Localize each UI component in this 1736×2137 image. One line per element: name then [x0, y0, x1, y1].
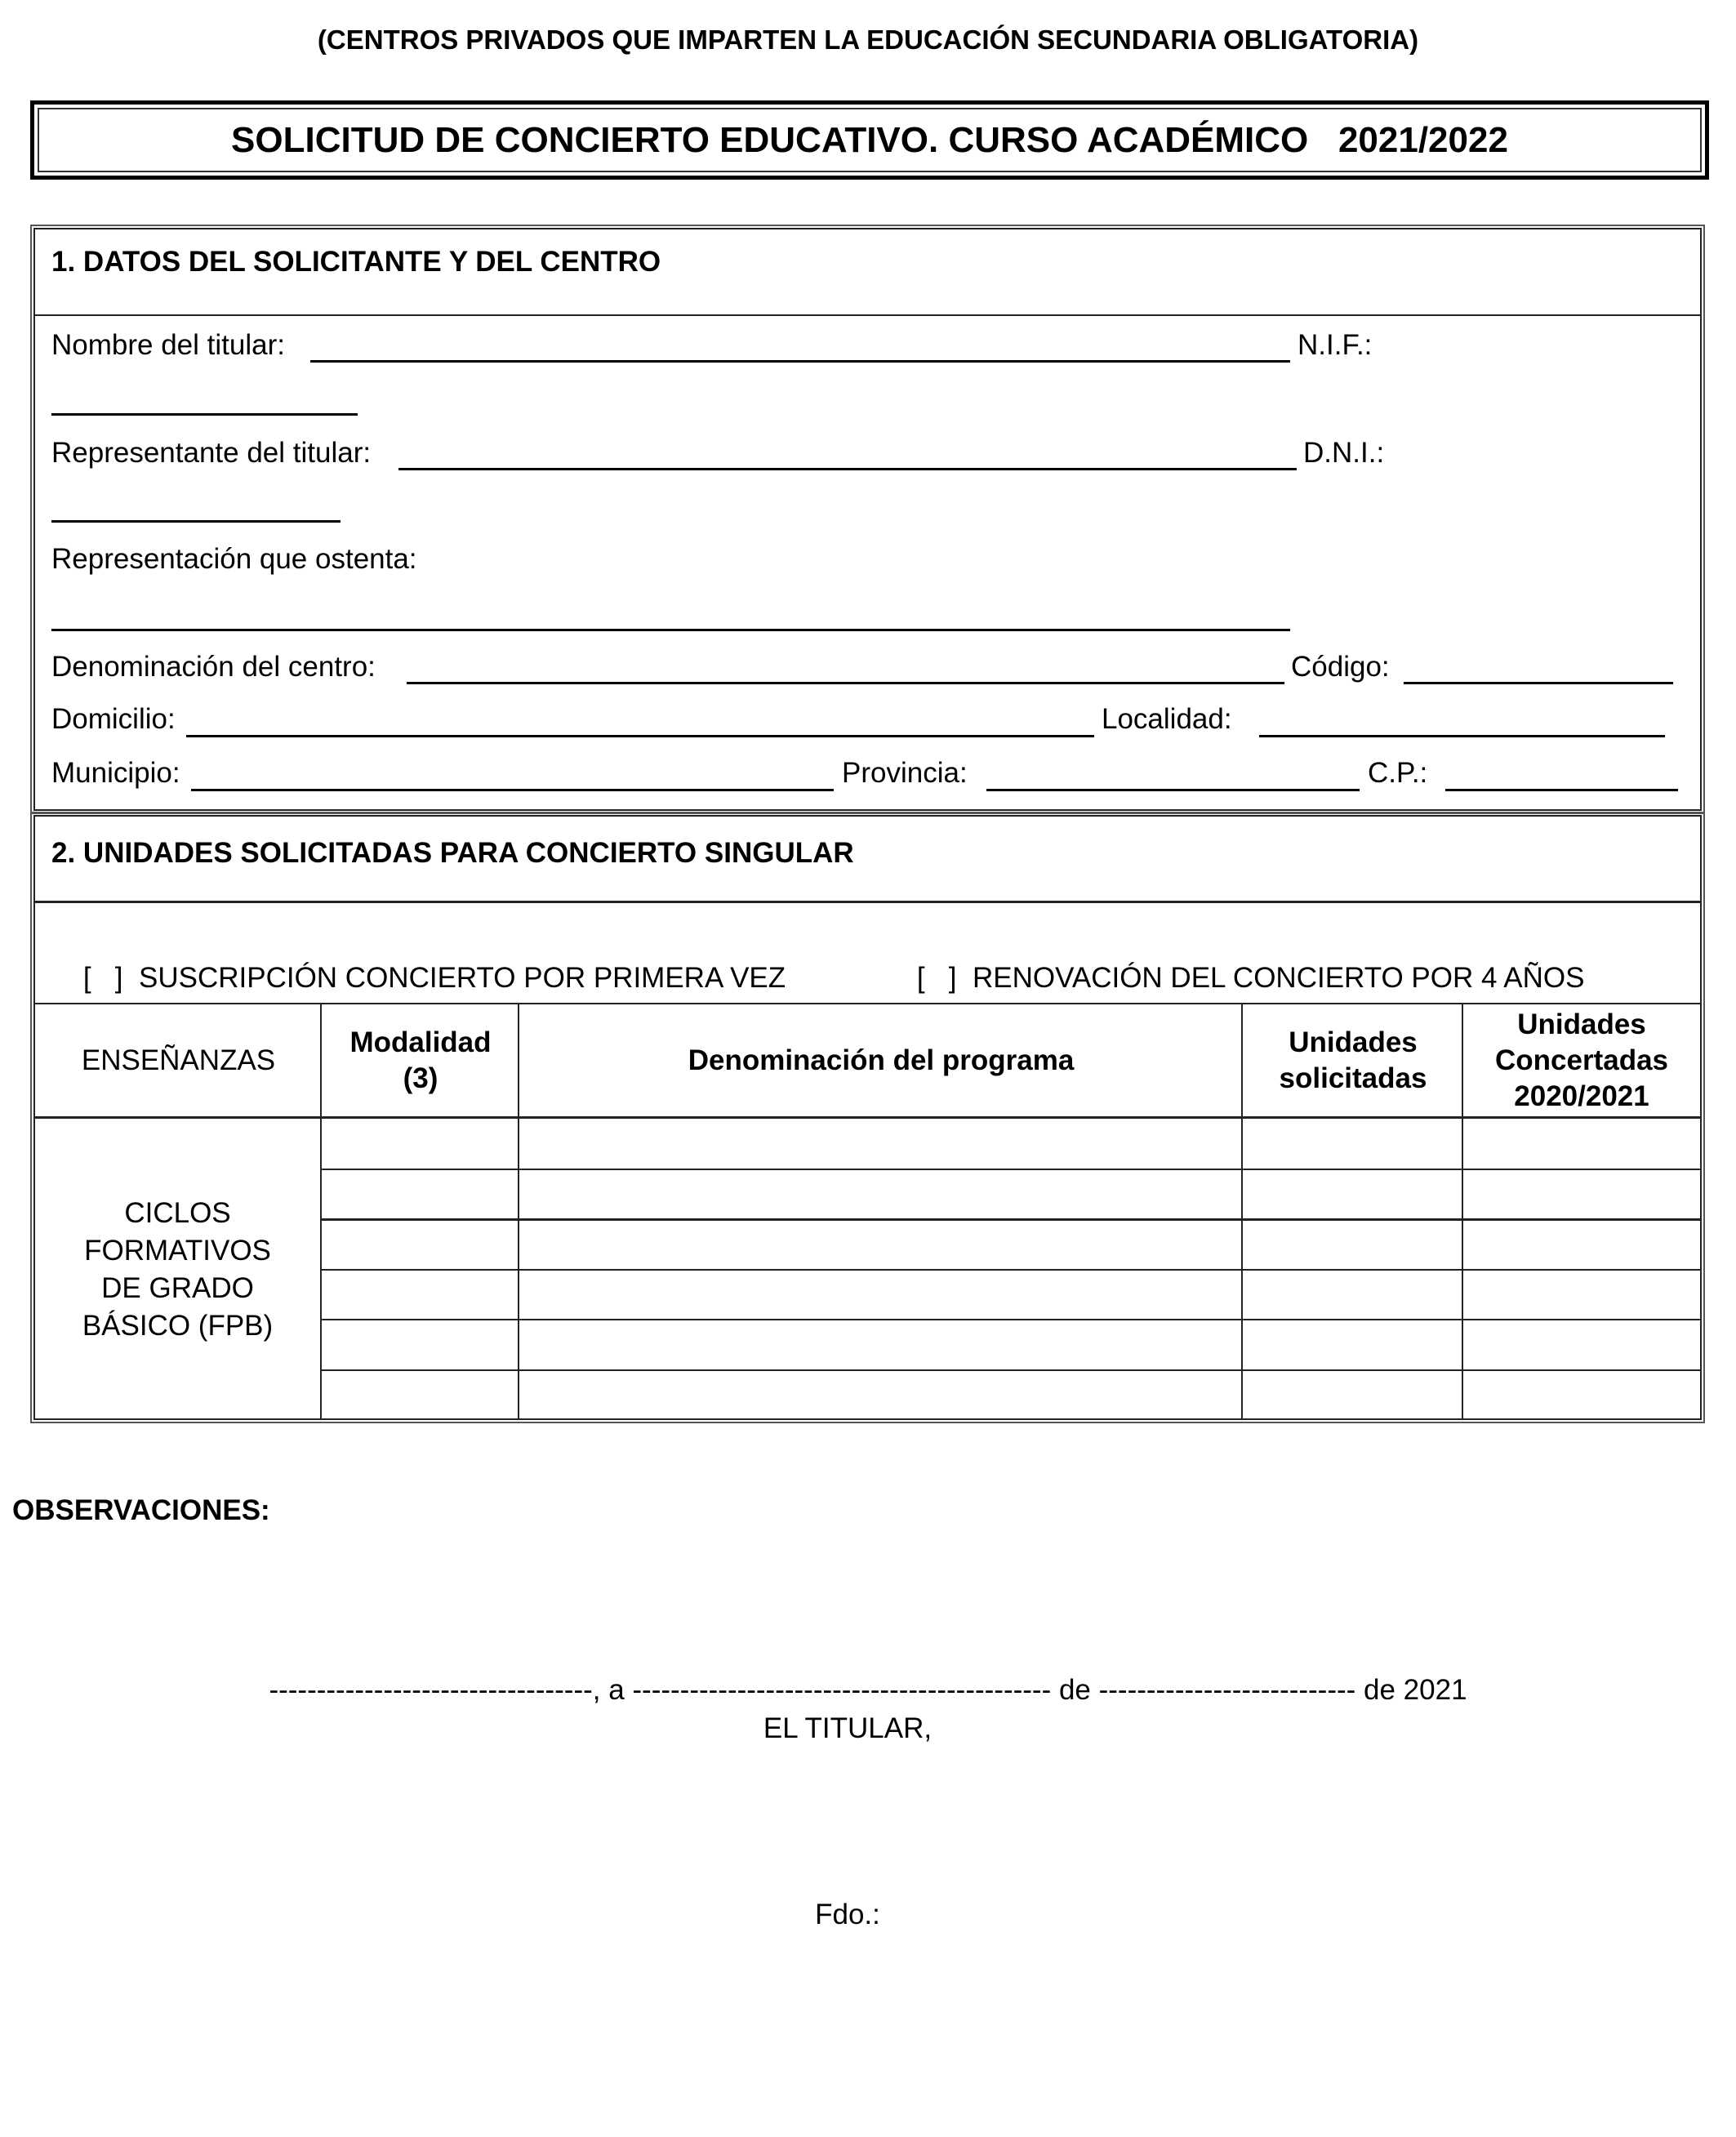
table-cell-concertadas[interactable]: [1463, 1270, 1700, 1319]
table-cell-solicitadas[interactable]: [1243, 1370, 1462, 1419]
table-cell-modalidad[interactable]: [322, 1219, 518, 1268]
header-unidades-solicitadas: [1243, 1004, 1463, 1116]
checkbox-renovacion[interactable]: [ ]: [916, 962, 957, 994]
table-cell-modalidad[interactable]: [322, 1370, 518, 1419]
table-cell-solicitadas[interactable]: [1243, 1219, 1462, 1268]
domicilio-label: Domicilio:: [51, 703, 176, 735]
header-unidades-concertadas: [1463, 1004, 1700, 1116]
form-subtitle: (CENTROS PRIVADOS QUE IMPARTEN LA EDUCACIÓN SECUNDARIA OBLIGATORIA): [317, 24, 1419, 55]
provincia-label: Provincia:: [842, 757, 968, 789]
table-cell-denominacion[interactable]: [519, 1219, 1241, 1268]
ensenanza-line: BÁSICO (FPB): [82, 1309, 274, 1342]
representante-label: Representante del titular:: [51, 437, 372, 469]
nombre-titular-field[interactable]: [310, 360, 1290, 363]
nif-field[interactable]: [51, 413, 358, 416]
header-modalidad: [322, 1004, 519, 1116]
table-cell-denominacion[interactable]: [519, 1370, 1241, 1419]
nombre-titular-label: Nombre del titular:: [51, 329, 285, 361]
cp-field[interactable]: [1445, 789, 1678, 791]
header-solicitadas-line2: solicitadas: [1279, 1062, 1427, 1094]
codigo-field[interactable]: [1404, 682, 1673, 684]
cp-label: C.P.:: [1368, 757, 1428, 789]
table-cell-solicitadas[interactable]: [1243, 1270, 1462, 1319]
representacion-label: Representación que ostenta:: [51, 543, 417, 575]
observaciones-label: OBSERVACIONES:: [12, 1494, 270, 1526]
section-datos-solicitante: [33, 228, 1702, 811]
header-modalidad-line1: Modalidad: [349, 1026, 492, 1058]
date-place-line[interactable]: ----------------------------------, a -------------------------------------------- de --------------------------- de 2021: [269, 1674, 1467, 1706]
representacion-field[interactable]: [51, 629, 1290, 631]
header-concertadas-line2: Concertadas: [1494, 1044, 1669, 1076]
header-solicitadas-line1: Unidades: [1289, 1026, 1418, 1058]
ensenanza-line: FORMATIVOS: [84, 1234, 271, 1267]
domicilio-field[interactable]: [186, 735, 1094, 737]
ensenanza-line: CICLOS: [124, 1196, 231, 1229]
nif-label: N.I.F.:: [1298, 329, 1373, 361]
table-cell-denominacion[interactable]: [519, 1320, 1241, 1369]
checkbox-primera-vez[interactable]: [ ]: [82, 962, 123, 994]
el-titular-label: EL TITULAR,: [763, 1712, 933, 1744]
table-cell-modalidad[interactable]: [322, 1320, 518, 1369]
table-cell-modalidad[interactable]: [322, 1169, 518, 1218]
denominacion-centro-field[interactable]: [407, 682, 1284, 684]
table-cell-concertadas[interactable]: [1463, 1219, 1700, 1268]
form-title: SOLICITUD DE CONCIERTO EDUCATIVO. CURSO ACADÉMICO 2021/2022: [38, 108, 1702, 172]
section-1-title: 1. DATOS DEL SOLICITANTE Y DEL CENTRO: [51, 246, 661, 278]
table-cell-modalidad[interactable]: [322, 1119, 518, 1168]
ensenanza-fpb-cell: [35, 1119, 320, 1420]
table-cell-modalidad[interactable]: [322, 1270, 518, 1319]
header-modalidad-line2: (3): [403, 1062, 438, 1094]
divider: [35, 314, 1700, 316]
localidad-field[interactable]: [1259, 735, 1665, 737]
table-cell-solicitadas[interactable]: [1243, 1320, 1462, 1369]
municipio-field[interactable]: [191, 789, 834, 791]
divider: [35, 901, 1700, 903]
localidad-label: Localidad:: [1102, 703, 1232, 735]
table-cell-concertadas[interactable]: [1463, 1169, 1700, 1218]
table-cell-denominacion[interactable]: [519, 1169, 1241, 1218]
header-concertadas-line3: 2020/2021: [1514, 1080, 1649, 1112]
section-2-title: 2. UNIDADES SOLICITADAS PARA CONCIERTO SINGULAR: [51, 837, 854, 869]
firma-label: Fdo.:: [815, 1899, 880, 1930]
option-primera-vez-label: SUSCRIPCIÓN CONCIERTO POR PRIMERA VEZ: [138, 962, 786, 994]
representante-field[interactable]: [398, 468, 1297, 470]
observaciones-field[interactable]: [12, 1539, 1711, 1654]
codigo-label: Código:: [1291, 651, 1390, 683]
header-concertadas-line1: Unidades: [1517, 1008, 1646, 1040]
section-unidades-solicitadas: [33, 815, 1702, 1420]
table-cell-concertadas[interactable]: [1463, 1370, 1700, 1419]
provincia-field[interactable]: [986, 789, 1360, 791]
table-cell-denominacion[interactable]: [519, 1270, 1241, 1319]
table-cell-solicitadas[interactable]: [1243, 1169, 1462, 1218]
dni-field[interactable]: [51, 520, 341, 523]
table-cell-denominacion[interactable]: [519, 1119, 1241, 1168]
denominacion-centro-label: Denominación del centro:: [51, 651, 376, 683]
header-denominacion: Denominación del programa: [688, 1044, 1075, 1076]
dni-label: D.N.I.:: [1303, 437, 1385, 469]
table-cell-solicitadas[interactable]: [1243, 1119, 1462, 1168]
option-renovacion-label: RENOVACIÓN DEL CONCIERTO POR 4 AÑOS: [972, 962, 1585, 994]
header-ensenanzas: ENSEÑANZAS: [81, 1044, 276, 1076]
table-cell-concertadas[interactable]: [1463, 1119, 1700, 1168]
form-title-box: [30, 100, 1709, 180]
municipio-label: Municipio:: [51, 757, 180, 789]
table-cell-concertadas[interactable]: [1463, 1320, 1700, 1369]
ensenanza-line: DE GRADO: [101, 1271, 254, 1304]
